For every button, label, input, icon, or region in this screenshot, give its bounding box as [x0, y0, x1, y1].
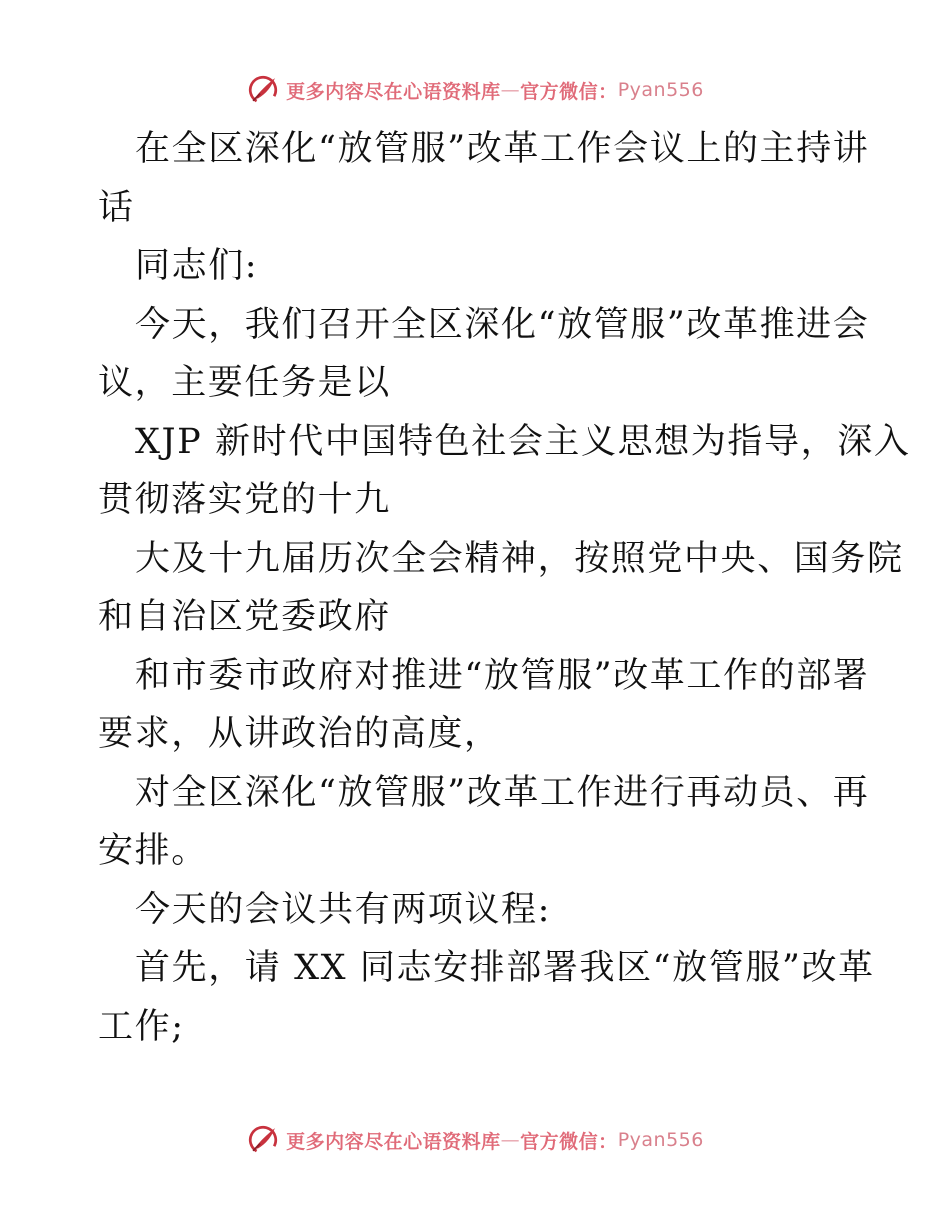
footer-watermark [0, 1120, 950, 1160]
watermark-separator: — [500, 1129, 521, 1151]
document-body [98, 120, 911, 1056]
paragraph-line: 安排。 [98, 831, 208, 871]
paragraph-line: 要求，从讲政治的高度， [98, 714, 501, 754]
agenda-intro: 今天的会议共有两项议程: [135, 889, 551, 930]
title-line-1: 在全区深化“放管服”改革工作会议上的主持讲 [135, 129, 870, 169]
paragraph-line: 对全区深化“放管服”改革工作进行再动员、再 [135, 772, 870, 813]
paragraph-line: 和自治区党委政府 [98, 597, 391, 637]
agenda-item-1-cont: 工作; [98, 1006, 185, 1047]
paragraph-line: 今天，我们召开全区深化“放管服”改革推进会 [135, 304, 870, 345]
watermark-main-text: 更多内容尽在心语资料库 [286, 1130, 501, 1153]
paragraph-line: 议，主要任务是以 [98, 363, 391, 403]
agenda-item-1: 首先，请 XX 同志安排部署我区“放管服”改革 [135, 948, 875, 988]
title-line-2: 话 [98, 187, 135, 228]
paragraph-line: 贯彻落实党的十九 [98, 480, 391, 520]
quill-logo-icon [246, 73, 280, 107]
salutation: 同志们: [135, 246, 259, 286]
watermark-separator: — [500, 79, 521, 101]
quill-logo-icon [246, 1123, 280, 1157]
paragraph-line: 和市委市政府对推进“放管服”改革工作的部署 [135, 655, 870, 696]
header-watermark [0, 70, 950, 110]
watermark-label-text: 官方微信： [520, 80, 618, 103]
paragraph-line: XJP 新时代中国特色社会主义思想为指导，深入 [135, 421, 911, 462]
watermark-label-text: 官方微信： [520, 1130, 618, 1153]
watermark-wechat-id: Pyan556 [617, 1129, 704, 1151]
watermark-main-text: 更多内容尽在心语资料库 [286, 80, 501, 103]
paragraph-line: 大及十九届历次全会精神，按照党中央、国务院 [135, 538, 904, 579]
watermark-wechat-id: Pyan556 [617, 79, 704, 101]
